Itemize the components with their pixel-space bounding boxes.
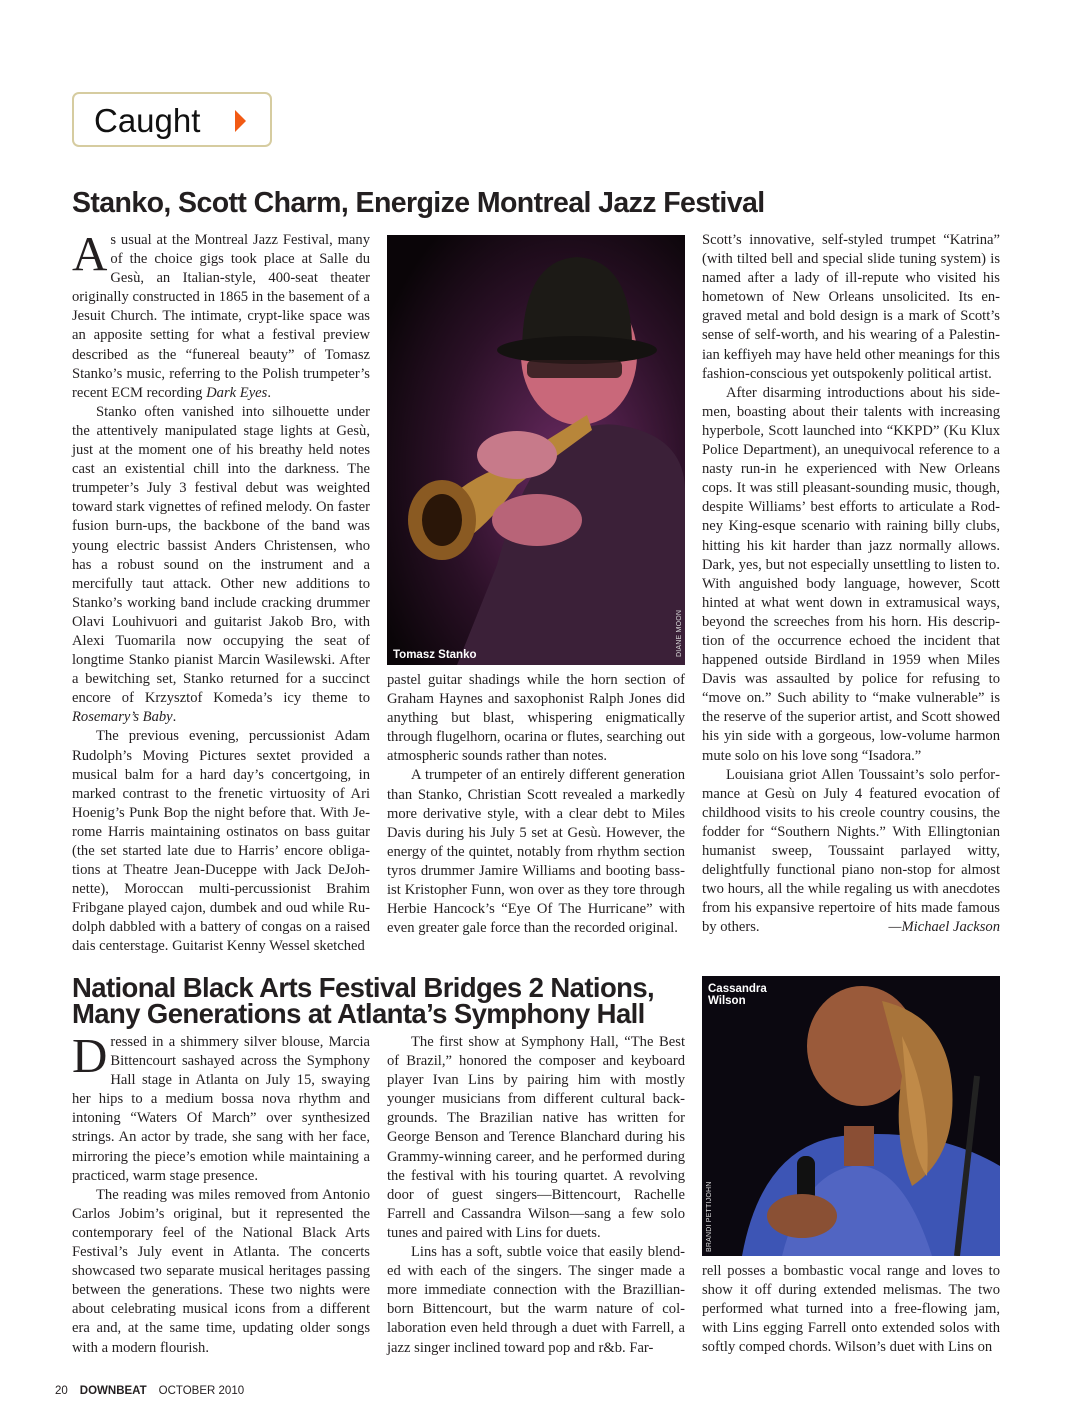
article2-paragraph: The reading was miles removed from Antonio Carlos Jobim’s original, but it represented the contemporary feel of the National Black Arts Festival’s July event in Atlanta. The concerts showcased two separate musical heritages passing between the generations. These two nights were about celebrating musical icons from a different era and, at the same time, updating older songs with a modern flourish.: [72, 1186, 370, 1356]
article2-headline-line2: Many Generations at Atlanta’s Symphony Hall: [72, 998, 645, 1029]
article1-paragraph: pastel guitar shadings while the horn section of Graham Haynes and saxophonist Ralph Jones did anything but blast, whispering enigmatically through flugelhorn, ocarina or flutes, searching out atmospheric sounds rather than notes.: [387, 672, 685, 765]
article1-column-2: [387, 671, 685, 938]
photo-caption-line1: Cassandra: [708, 983, 767, 995]
article1-paragraph: Stanko often vanished into silhouette under the attentively manipulated stage lights at Gesù, just at the moment one of his breathy held notes cast an existential chill into the darkness. The trumpeter’s July 3 festival debut was weighted toward stark vignettes of refined melody. On faster fusion burn-ups, the backbone of the band was young electric bassist Anders Christensen, who has a robust sound on the instrument and a mercifully taut attack. Other new additions to Stanko’s working band include cracking drummer Olavi Louhivuori and guitarist Jakob Bro, with Alexi Tuomarila now occupying the seat of longtime Stanko pianist Marcin Wasilewski. After a bewitching set, Stanko returned for a succinct encore of Krzysztof Komeda’s icy theme to Rosemary’s Baby.: [72, 403, 370, 726]
article2-paragraph: rell posses a bombastic vocal range and loves to show it off during extended melismas. The two performed what turned into a free-flowing jam, with Lins egging Farrell onto extended solos with softly comped chords. Wilson’s duet with Lins on: [702, 1263, 1000, 1356]
article2-paragraph: Lins has a soft, subtle voice that easily blended with each of the singers. The singer made a more immediate connection with the Brazillian-born Bittencourt, but the warm nature of collaboration even held through a duet with Farrell, a jazz singer inclined toward pop and r&b. Far-: [387, 1244, 685, 1356]
issue-date: OCTOBER 2010: [158, 1385, 245, 1397]
article1-paragraph: After disarming introductions about his sidemen, boasting about their talents with increasing hyperbole, Scott launched into “KKPD” (Ku Klux Police Department), an unequivocal reference to a nasty run-in he experienced with New Orleans cops. It was still pleasant-sounding music, though, despite Williams’ best efforts to articulate a Rodney King-esque scenario with raining billy clubs, hitting his kit harder than jazz normally allows. Dark, yes, but not especially unsettling to listen to. With anguished body language, however, Scott hinted at what went down in extramusical ways, beyond the screeches from his horn. His description of the occurrence echoed the incident that happened outside Birdland in 1959 when Miles Davis was assaulted by police for refusing to “move on.” Such ability to “make vulnerable” is the reserve of the superior artist, and Scott showed his yin side with a gorgeous, low-volume harmon mute solo on his love song “Isadora.”: [702, 384, 1000, 764]
article2-column-2: [387, 1033, 685, 1358]
drop-cap: A: [72, 226, 108, 281]
article1-column-1: [72, 226, 370, 957]
photo-credit: DIANE MOON: [676, 609, 683, 657]
photo-caption-line2: Wilson: [708, 995, 746, 1007]
article1-paragraph: A trumpeter of an entirely different generation than Stanko, Christian Scott revealed a markedly more derivative style, with a clear debt to Miles Davis during his July 5 set at Gesù. However, the energy of the quintet, notably from rhythm section tyros drummer Jamire Williams and booting bassist Kristopher Funn, won over as they tore through Herbie Hancock’s “Eye Of The Hurricane” with even greater gale force than the recorded original.: [387, 767, 685, 937]
article1-paragraph: The previous evening, percussionist Adam Rudolph’s Moving Pictures sextet provided a musical balm for a hard day’s concertgoing, in marked contrast to the frenetic virtuosity of Ari Hoenig’s Punk Bop the night before that. With Jerome Harris maintaining ostinatos on bass guitar (the set started late due to Harris’ encore obligations at Theatre Jean-Duceppe with Jack DeJohnette), Moroccan multi-percussionist Brahim Fribgane played cajon, dumbek and oud while Rudolph dabbled with a battery of congas on a raised dais centerstage. Guitarist Kenny Wessel sketched: [72, 728, 370, 955]
photo-illustration: [387, 235, 685, 665]
article2-column-3: [702, 1262, 1000, 1357]
film-title: Rosemary’s Baby: [72, 709, 173, 726]
article1-headline: Stanko, Scott Charm, Energize Montreal Jazz Festival: [72, 187, 765, 219]
article1-paragraph: Louisiana griot Allen Toussaint’s solo performance at Gesù on July 4 featured evocation of childhood visits to his creole country cousins, the fodder for “Southern Nights.” With Ellingtonian humanist sweep, Toussaint parlayed witty, delightfully functional piano non-stop for almost two hours, all the while regaling us with anecdotes from his expansive repertoire of hits made famous by others. —Michael Jackson: [702, 766, 1000, 938]
article2-paragraph: Dressed in a shimmery silver blouse, Marcia Bittencourt sashayed across the Symphony Hall stage in Atlanta on July 15, swaying her hips to a medium bossa nova rhythm and intoning “Waters Of March” over synthesized strings. An actor by trade, she sang with her face, mirroring the piece’s emotion while maintaining a practiced, warm stage presence.: [72, 1028, 370, 1184]
article1-paragraph: Scott’s innovative, self-styled trumpet “Katrina” (with tilted bell and special slide tuning system) is named after a lady of ill-repute who visited his hometown of New Orleans unsolicited. Its engraved metal and bold design is a mark of Scott’s sense of self-worth, and his wearing of a Palestinian keffiyeh may have held other meanings for this fashion-conscious yet outspokenly political artist.: [702, 232, 1000, 382]
article1-column-3: [702, 231, 1000, 937]
page-footer: [55, 1385, 256, 1397]
photo-caption: [708, 983, 767, 1007]
photo-illustration: [702, 976, 1000, 1256]
byline: —Michael Jackson: [888, 919, 1000, 936]
drop-cap: D: [72, 1028, 108, 1083]
photo-tomasz-stanko: [387, 235, 685, 665]
photo-cassandra-wilson: [702, 976, 1000, 1256]
photo-caption: Tomasz Stanko: [393, 649, 477, 661]
album-title: Dark Eyes: [206, 384, 268, 401]
article2-column-1: [72, 1028, 370, 1358]
section-badge: [72, 92, 272, 147]
article2-headline: [72, 972, 655, 1029]
article2-paragraph: The first show at Symphony Hall, “The Best of Brazil,” honored the composer and keyboard player Ivan Lins by pairing him with mostly younger musicians from different cultural backgrounds. The Brazilian native has written for George Benson and Terence Blanchard during his Grammy-winning career, and he performed during the festival with his touring quartet. A revolving door of guest singers—Bittencourt, Rachelle Farrell and Cassandra Wilson—sang a few solo tunes and paired with Lins for duets.: [387, 1034, 685, 1241]
article2-headline-line1: National Black Arts Festival Bridges 2 Nations,: [72, 972, 655, 1003]
article1-paragraph: As usual at the Montreal Jazz Festival, many of the choice gigs took place at Salle du Gesù, an Italian-style, 400-seat theater originally constructed in 1865 in the basement of a Jesuit Church. The intimate, crypt-like space was an apposite setting for what a festival preview described as the “funereal beauty” of Tomasz Stanko’s music, referring to the Polish trumpeter’s recent ECM recording Dark Eyes.: [72, 226, 370, 401]
publication-name: DOWNBEAT: [79, 1385, 147, 1397]
page-number: 20: [55, 1385, 68, 1397]
section-label: Caught: [94, 102, 201, 139]
arrow-right-icon: [235, 110, 246, 132]
photo-credit: BRANDI PETTIJOHN: [706, 1181, 713, 1252]
